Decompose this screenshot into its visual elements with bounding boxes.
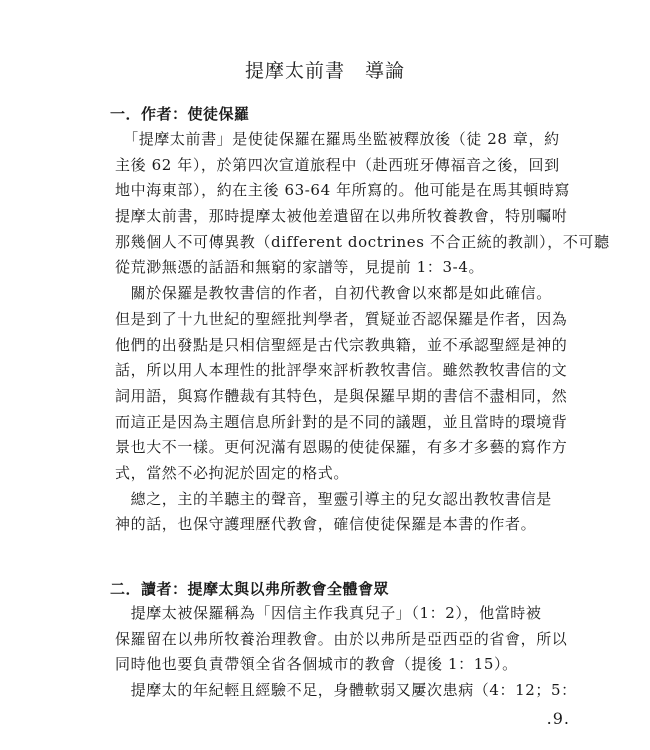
page-title: 提摩太前書 導論 (244, 60, 405, 82)
paragraph-line: 提摩太前書，那時提摩太被他差遣留在以弗所牧養教會，特別囑咐 (115, 207, 568, 226)
section-body-author (115, 127, 610, 538)
paragraph-line: 但是到了十九世紀的聖經批判學者，質疑並否認保羅是作者，因為 (115, 309, 568, 328)
section-heading-readers: 二．讀者：提摩太與以弗所教會全體會眾 (110, 580, 390, 598)
paragraph-line: 提摩太被保羅稱為「因信主作我真兒子」（1：2），他當時被 (115, 604, 542, 622)
paragraph-line: 神的話，也保守護理歷代教會，確信使徒保羅是本書的作者。 (115, 515, 537, 534)
paragraph-line: 提摩太的年紀輕且經驗不足，身體軟弱又屢次患病（4：12；5： (115, 681, 577, 700)
paragraph-line: 話，所以用人本理性的批評學來評析教牧書信。雖然教牧書信的文 (115, 361, 568, 380)
paragraph-line: 景也大不一樣。更何況滿有恩賜的使徒保羅，有多才多藝的寫作方 (115, 438, 568, 457)
section-body-readers (115, 601, 577, 704)
paragraph-line: 「提摩太前書」是使徒保羅在羅馬坐監被釋放後（徒 28 章，約 (115, 130, 560, 148)
page-number: .9. (546, 709, 570, 728)
paragraph-line: 那幾個人不可傳異教（different doctrines 不合正統的教訓），不可聽 (115, 232, 610, 251)
paragraph-line: 而這正是因為主題信息所針對的是不同的議題，並且當時的環境背 (115, 412, 568, 431)
paragraph-line: 關於保羅是教牧書信的作者，自初代教會以來都是如此確信。 (115, 284, 552, 303)
paragraph-line: 保羅留在以弗所牧養治理教會。由於以弗所是亞西亞的省會，所以 (115, 629, 568, 648)
paragraph-line: 同時他也要負責帶領全省各個城市的教會（提後 1：15）。 (115, 655, 518, 674)
section-heading-author: 一．作者：使徒保羅 (110, 105, 250, 123)
paragraph-line: 詞用語，與寫作體裁有其特色，是與保羅早期的書信不盡相同，然 (115, 386, 568, 405)
paragraph-line: 從荒渺無憑的話語和無窮的家譜等，見提前 1：3-4。 (115, 258, 485, 277)
paragraph-line: 總之，主的羊聽主的聲音，聖靈引導主的兒女認出教牧書信是 (115, 489, 552, 508)
paragraph-line: 主後 62 年），於第四次宣道旅程中（赴西班牙傳福音之後，回到 (115, 155, 560, 174)
paragraph-line: 式，當然不必拘泥於固定的格式。 (115, 463, 350, 482)
paragraph-line: 地中海東部），約在主後 63-64 年所寫的。他可能是在馬其頓時寫 (115, 181, 571, 200)
paragraph-line: 他們的出發點是只相信聖經是古代宗教典籍，並不承認聖經是神的 (115, 335, 568, 354)
